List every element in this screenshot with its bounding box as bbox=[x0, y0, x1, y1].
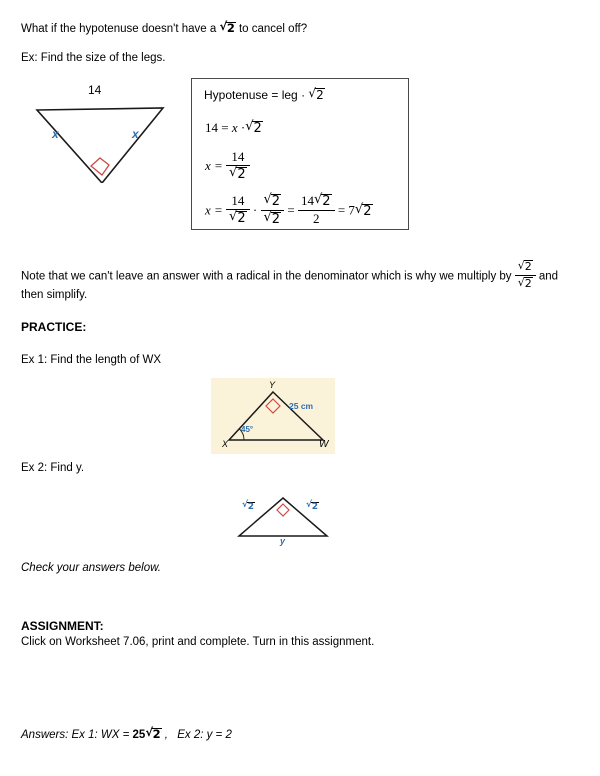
derivation-line-2-var: x bbox=[231, 120, 238, 135]
derivation-line-4-f3-num bbox=[298, 194, 335, 211]
note-text-part1: Note that we can't leave an answer with a radical in the denominator which is why we multiply by bbox=[21, 270, 512, 283]
leg-label-right: x bbox=[132, 127, 139, 141]
leg-label-left: x bbox=[52, 127, 59, 141]
ex2-leg-left-label bbox=[242, 502, 255, 512]
derivation-line-4-f3-num-radicand: 2 bbox=[322, 194, 331, 210]
intro-question-text: What if the hypotenuse doesn't have a bbox=[21, 23, 217, 35]
ex1-right-angle-marker-icon bbox=[266, 399, 280, 413]
derivation-line-4-result-radicand: 2 bbox=[363, 203, 372, 219]
ex1-angle-label: 45° bbox=[241, 425, 254, 434]
derivation-line-4-fraction-2 bbox=[261, 194, 285, 227]
ex2-prompt: Ex 2: Find y. bbox=[21, 462, 85, 474]
derivation-line-2-dot: · bbox=[240, 120, 246, 135]
derivation-line-2 bbox=[205, 120, 263, 136]
main-triangle-svg bbox=[20, 78, 185, 183]
ex2-leg-left-radicand: 2 bbox=[247, 502, 255, 512]
ex1-vertex-right-label: W bbox=[319, 439, 329, 450]
derivation-box bbox=[191, 78, 409, 230]
derivation-line-4-f2-num-radicand: 2 bbox=[271, 193, 281, 209]
check-answers-note: Check your answers below. bbox=[21, 562, 161, 574]
note-text-part2: and bbox=[538, 270, 559, 283]
figure-ex2-triangle bbox=[228, 490, 338, 548]
answers-ex1-radicand: 2 bbox=[152, 727, 161, 741]
answers-ex2: Ex 2: y = 2 bbox=[177, 729, 232, 741]
derivation-line-4-result-coef: 7 bbox=[348, 202, 355, 218]
derivation-line-4-f1-den-radicand: 2 bbox=[237, 211, 246, 227]
note-fraction-num-radicand: 2 bbox=[524, 260, 532, 274]
derivation-line-4-dot: · bbox=[252, 202, 258, 218]
answers-prefix: Answers: Ex 1: WX = bbox=[21, 729, 130, 741]
answers-separator: , bbox=[164, 729, 168, 741]
derivation-line-4-eq1: = bbox=[287, 202, 295, 218]
ex1-vertex-left-label: X bbox=[222, 439, 229, 449]
derivation-line-4-f3-den: 2 bbox=[313, 211, 320, 227]
hypotenuse-label: 14 bbox=[88, 83, 102, 97]
derivation-line-3-var: x = bbox=[205, 158, 223, 174]
derivation-line-4-f1-num: 14 bbox=[226, 194, 250, 210]
derivation-line-4-f3-num-coef: 14 bbox=[300, 193, 314, 209]
note-paragraph-line1 bbox=[21, 261, 558, 292]
derivation-line-4 bbox=[205, 195, 373, 228]
note-paragraph-line2: then simplify. bbox=[21, 289, 88, 301]
derivation-line-3-den-radicand: 2 bbox=[237, 166, 246, 182]
answers-ex1-value bbox=[133, 729, 162, 741]
answers-line bbox=[21, 727, 232, 744]
derivation-line-4-f2-den-radicand: 2 bbox=[271, 211, 281, 227]
ex2-leg-right-label bbox=[306, 502, 319, 512]
example-prompt: Ex: Find the size of the legs. bbox=[21, 52, 166, 64]
derivation-line-4-var: x = bbox=[205, 202, 223, 218]
derivation-line-1-text: Hypotenuse = leg · bbox=[204, 88, 306, 102]
derivation-line-4-f2-num bbox=[261, 194, 285, 211]
main-triangle-outline bbox=[37, 108, 163, 183]
intro-question bbox=[21, 21, 307, 38]
ex2-leg-right-radicand: 2 bbox=[311, 502, 319, 512]
ex2-right-angle-marker-icon bbox=[277, 504, 289, 516]
sqrt-2-inline-icon bbox=[219, 21, 235, 37]
ex1-prompt: Ex 1: Find the length of WX bbox=[21, 354, 161, 366]
intro-question-tail: to cancel off? bbox=[238, 23, 308, 35]
derivation-line-4-fraction-3 bbox=[298, 194, 335, 226]
derivation-line-1 bbox=[204, 88, 325, 102]
note-fraction-numerator bbox=[515, 260, 536, 276]
derivation-line-4-f1-den bbox=[226, 210, 250, 226]
sqrt-2-radicand: 2 bbox=[226, 21, 235, 35]
figure-ex1-container bbox=[211, 378, 335, 454]
assignment-heading: ASSIGNMENT: bbox=[21, 619, 104, 633]
derivation-line-1-radicand: 2 bbox=[316, 88, 324, 102]
answers-ex1-coef: 25 bbox=[132, 729, 146, 741]
assignment-body: Click on Worksheet 7.06, print and complete. Turn in this assignment. bbox=[21, 636, 375, 648]
note-fraction bbox=[515, 260, 536, 291]
derivation-line-4-eq2: = bbox=[337, 202, 346, 218]
derivation-line-2-lhs: 14 = bbox=[205, 120, 229, 135]
ex1-vertex-top-label: Y bbox=[269, 380, 276, 390]
derivation-line-4-fraction-1 bbox=[226, 194, 250, 226]
derivation-line-3-denominator bbox=[226, 166, 250, 182]
ex2-base-label: y bbox=[280, 536, 286, 546]
derivation-line-2-radicand: 2 bbox=[253, 121, 262, 136]
derivation-line-3 bbox=[205, 148, 250, 183]
right-angle-marker-icon bbox=[91, 158, 109, 175]
figure-main-triangle bbox=[20, 78, 185, 183]
practice-heading: PRACTICE: bbox=[21, 320, 87, 334]
derivation-line-3-fraction bbox=[226, 150, 250, 182]
note-fraction-denominator bbox=[515, 276, 536, 291]
note-fraction-den-radicand: 2 bbox=[524, 277, 532, 291]
ex1-side-label: 25 cm bbox=[289, 401, 314, 411]
derivation-line-3-numerator: 14 bbox=[226, 150, 250, 166]
derivation-line-4-f2-den bbox=[261, 211, 285, 227]
